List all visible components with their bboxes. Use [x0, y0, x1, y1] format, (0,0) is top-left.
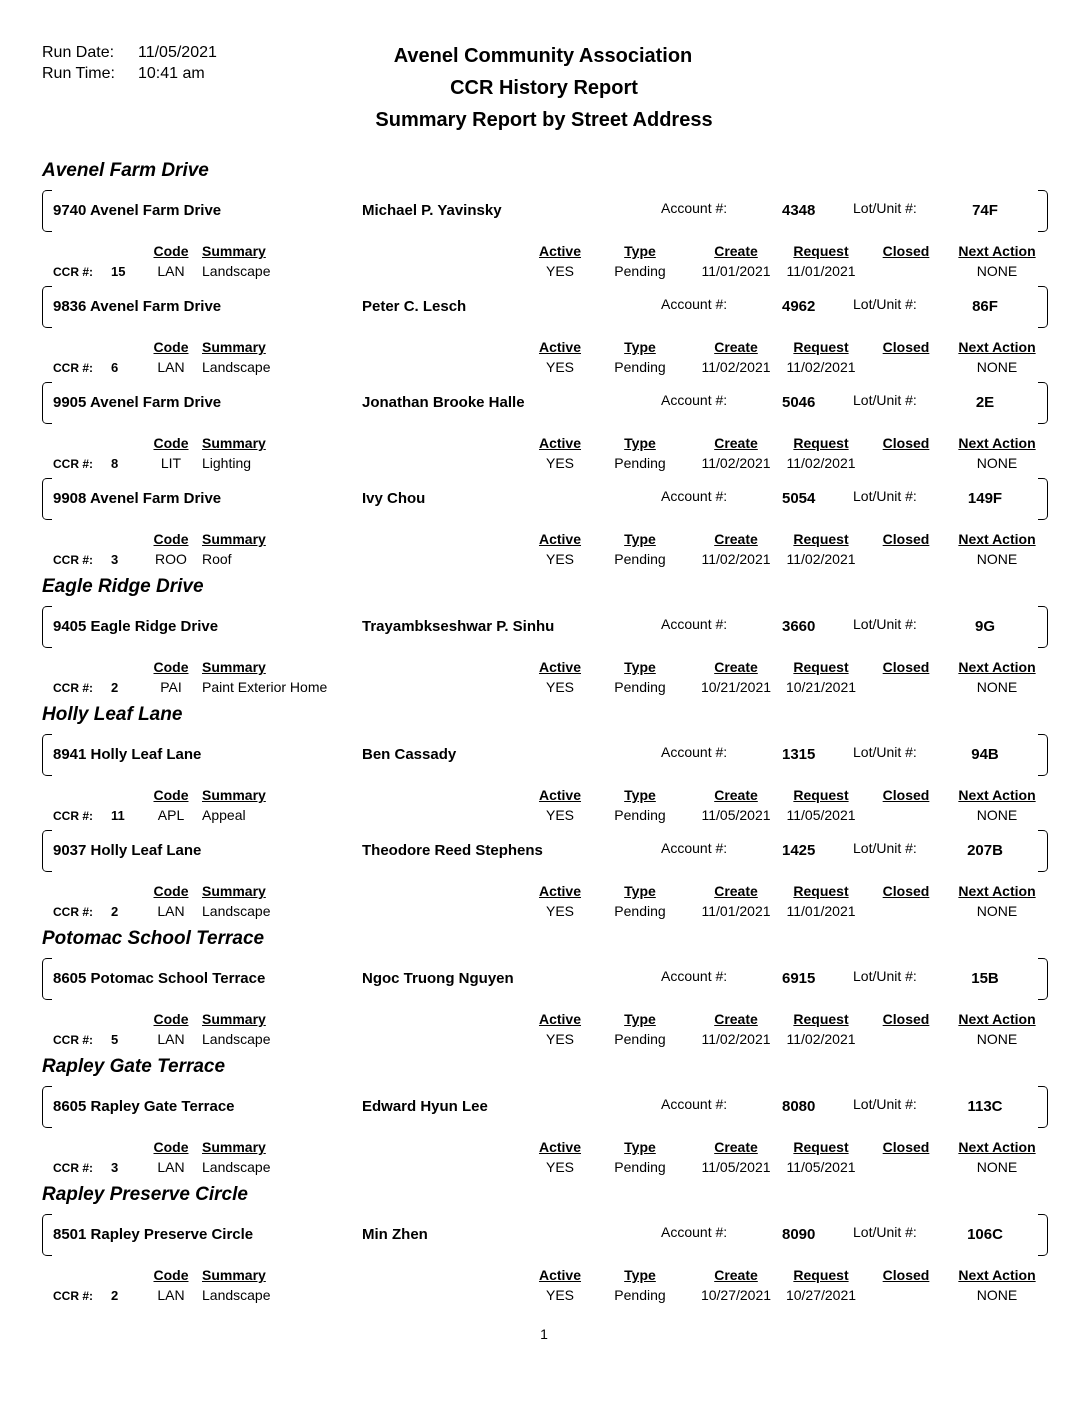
create-value: 11/02/2021 [701, 359, 771, 375]
property-address: 9908 Avenel Farm Drive [53, 490, 222, 507]
owner-name: Theodore Reed Stephens [362, 842, 543, 859]
summary-header: Summary [202, 883, 266, 899]
active-header: Active [538, 659, 582, 675]
active-value: YES [545, 903, 574, 919]
next-action-value: NONE [976, 679, 1018, 695]
type-value: Pending [614, 551, 666, 567]
ccr-label: CCR #: [53, 361, 94, 375]
lot-number: 106C [967, 1226, 1003, 1243]
create-value: 11/01/2021 [701, 903, 771, 919]
ccr-number: 2 [111, 904, 119, 919]
ccr-record [0, 830, 1088, 962]
account-label: Account #: [661, 968, 728, 984]
lot-label: Lot/Unit #: [853, 1224, 917, 1240]
request-value: 11/02/2021 [786, 359, 856, 375]
next-action-value: NONE [976, 1159, 1018, 1175]
lot-label: Lot/Unit #: [853, 968, 917, 984]
account-label: Account #: [661, 744, 728, 760]
active-value: YES [545, 455, 574, 471]
request-value: 10/27/2021 [785, 1287, 857, 1303]
ccr-number: 6 [111, 360, 119, 375]
street-heading: Avenel Farm Drive [42, 160, 209, 181]
request-header: Request [793, 435, 849, 451]
account-label: Account #: [661, 488, 728, 504]
type-header: Type [624, 659, 656, 675]
account-label: Account #: [661, 296, 728, 312]
lot-label: Lot/Unit #: [853, 392, 917, 408]
next-action-header: Next Action [958, 1267, 1036, 1283]
type-value: Pending [614, 455, 666, 471]
lot-number: 2E [975, 394, 995, 411]
street-heading: Holly Leaf Lane [42, 704, 183, 725]
type-header: Type [624, 787, 656, 803]
ccr-label: CCR #: [53, 457, 94, 471]
street-heading: Potomac School Terrace [42, 928, 265, 949]
create-header: Create [714, 1011, 758, 1027]
code-header: Code [153, 787, 189, 803]
account-label: Account #: [661, 616, 728, 632]
property-address: 9836 Avenel Farm Drive [53, 298, 222, 315]
request-value: 11/05/2021 [786, 807, 856, 823]
next-action-value: NONE [976, 263, 1018, 279]
report-subtitle: Summary Report by Street Address [375, 109, 713, 131]
account-label: Account #: [661, 840, 728, 856]
next-action-value: NONE [976, 1031, 1018, 1047]
summary-header: Summary [202, 435, 266, 451]
summary-header: Summary [202, 1267, 266, 1283]
create-header: Create [714, 243, 758, 259]
property-address: 9037 Holly Leaf Lane [53, 842, 202, 859]
report-titles [0, 40, 1088, 136]
closed-header: Closed [882, 1011, 930, 1027]
create-header: Create [714, 1139, 758, 1155]
next-action-value: NONE [976, 903, 1018, 919]
create-header: Create [714, 531, 758, 547]
request-header: Request [793, 659, 849, 675]
summary-value: Landscape [202, 359, 271, 375]
ccr-label: CCR #: [53, 1161, 94, 1175]
owner-name: Edward Hyun Lee [362, 1098, 488, 1115]
active-value: YES [545, 679, 574, 695]
lot-number: 94B [971, 746, 999, 763]
type-header: Type [624, 435, 656, 451]
closed-header: Closed [882, 787, 930, 803]
next-action-header: Next Action [958, 435, 1036, 451]
code-header: Code [153, 339, 189, 355]
street-heading: Eagle Ridge Drive [42, 576, 204, 597]
summary-value: Roof [202, 551, 232, 567]
ccr-label: CCR #: [53, 905, 94, 919]
type-value: Pending [614, 679, 666, 695]
type-header: Type [624, 243, 656, 259]
ccr-number: 8 [111, 456, 119, 471]
lot-label: Lot/Unit #: [853, 1096, 917, 1112]
ccr-number: 3 [111, 552, 119, 567]
property-address: 9405 Eagle Ridge Drive [53, 618, 219, 635]
lot-number: 74F [972, 202, 998, 219]
owner-name: Trayambkseshwar P. Sinhu [362, 618, 555, 635]
request-value: 11/02/2021 [786, 551, 856, 567]
summary-header: Summary [202, 659, 266, 675]
summary-header: Summary [202, 1011, 266, 1027]
active-value: YES [545, 1287, 574, 1303]
summary-header: Summary [202, 1139, 266, 1155]
ccr-label: CCR #: [53, 809, 94, 823]
active-header: Active [538, 787, 582, 803]
property-address: 9740 Avenel Farm Drive [53, 202, 222, 219]
code-header: Code [153, 1011, 189, 1027]
type-header: Type [624, 1267, 656, 1283]
closed-header: Closed [882, 435, 930, 451]
account-number: 5046 [782, 394, 816, 411]
create-header: Create [714, 1267, 758, 1283]
account-number: 8080 [782, 1098, 816, 1115]
lot-label: Lot/Unit #: [853, 616, 917, 632]
owner-name: Ngoc Truong Nguyen [362, 970, 514, 987]
account-label: Account #: [661, 1096, 728, 1112]
create-value: 11/01/2021 [701, 263, 771, 279]
ccr-number: 2 [111, 1288, 119, 1303]
active-header: Active [538, 1011, 582, 1027]
closed-header: Closed [882, 339, 930, 355]
create-header: Create [714, 659, 758, 675]
request-header: Request [793, 243, 849, 259]
lot-number: 113C [967, 1098, 1003, 1115]
code-header: Code [153, 435, 189, 451]
active-value: YES [545, 359, 574, 375]
lot-number: 9G [974, 618, 995, 635]
next-action-value: NONE [976, 455, 1018, 471]
active-value: YES [545, 1031, 574, 1047]
code-value: ROO [155, 551, 187, 567]
ccr-number: 5 [111, 1032, 119, 1047]
property-address: 8941 Holly Leaf Lane [53, 746, 202, 763]
request-value: 10/21/2021 [785, 679, 857, 695]
request-value: 11/01/2021 [786, 263, 856, 279]
summary-value: Landscape [202, 1287, 271, 1303]
code-value: LAN [157, 903, 185, 919]
create-value: 11/02/2021 [701, 1031, 771, 1047]
active-value: YES [545, 1159, 574, 1175]
active-header: Active [538, 339, 582, 355]
request-header: Request [793, 1139, 849, 1155]
owner-name: Jonathan Brooke Halle [362, 394, 525, 411]
summary-value: Appeal [202, 807, 246, 823]
code-value: LAN [157, 1287, 185, 1303]
create-header: Create [714, 339, 758, 355]
account-number: 3660 [782, 618, 816, 635]
ccr-label: CCR #: [53, 265, 94, 279]
next-action-value: NONE [976, 807, 1018, 823]
closed-header: Closed [882, 883, 930, 899]
active-value: YES [545, 807, 574, 823]
summary-value: Paint Exterior Home [202, 679, 328, 695]
create-value: 11/02/2021 [701, 551, 771, 567]
type-header: Type [624, 339, 656, 355]
summary-header: Summary [202, 243, 266, 259]
next-action-header: Next Action [958, 1011, 1036, 1027]
owner-name: Michael P. Yavinsky [362, 202, 502, 219]
next-action-header: Next Action [958, 243, 1036, 259]
lot-label: Lot/Unit #: [853, 840, 917, 856]
ccr-number: 3 [111, 1160, 119, 1175]
type-header: Type [624, 883, 656, 899]
type-header: Type [624, 531, 656, 547]
code-header: Code [153, 531, 189, 547]
next-action-value: NONE [976, 551, 1018, 567]
active-header: Active [538, 435, 582, 451]
lot-number: 86F [972, 298, 998, 315]
property-address: 8501 Rapley Preserve Circle [53, 1226, 254, 1243]
street-heading: Rapley Preserve Circle [42, 1184, 248, 1205]
ccr-number: 11 [111, 808, 125, 823]
owner-name: Min Zhen [362, 1226, 428, 1243]
summary-header: Summary [202, 339, 266, 355]
type-header: Type [624, 1139, 656, 1155]
code-value: PAI [160, 679, 182, 695]
active-header: Active [538, 531, 582, 547]
ccr-record [0, 606, 1088, 738]
request-header: Request [793, 883, 849, 899]
code-value: LAN [157, 263, 185, 279]
type-value: Pending [614, 1159, 666, 1175]
account-number: 4348 [782, 202, 816, 219]
next-action-header: Next Action [958, 787, 1036, 803]
page-number: 1 [540, 1326, 548, 1342]
closed-header: Closed [882, 531, 930, 547]
code-value: LIT [160, 455, 182, 471]
ccr-label: CCR #: [53, 681, 94, 695]
type-value: Pending [614, 807, 666, 823]
code-value: LAN [157, 1159, 185, 1175]
account-number: 8090 [782, 1226, 816, 1243]
create-value: 10/21/2021 [700, 679, 772, 695]
summary-value: Lighting [202, 455, 252, 471]
owner-name: Ivy Chou [362, 490, 426, 507]
lot-number: 15B [971, 970, 999, 987]
next-action-header: Next Action [958, 1139, 1036, 1155]
lot-label: Lot/Unit #: [853, 744, 917, 760]
create-header: Create [714, 787, 758, 803]
run-time: 10:41 am [138, 65, 205, 82]
ccr-record [0, 958, 1088, 1090]
closed-header: Closed [882, 243, 930, 259]
lot-label: Lot/Unit #: [853, 200, 917, 216]
ccr-record [0, 478, 1088, 610]
run-date-label: Run Date: [42, 44, 115, 61]
property-address: 8605 Potomac School Terrace [53, 970, 266, 987]
next-action-header: Next Action [958, 659, 1036, 675]
request-value: 11/02/2021 [786, 1031, 856, 1047]
type-value: Pending [614, 903, 666, 919]
request-header: Request [793, 339, 849, 355]
ccr-number: 2 [111, 680, 119, 695]
active-header: Active [538, 243, 582, 259]
lot-label: Lot/Unit #: [853, 296, 917, 312]
property-address: 9905 Avenel Farm Drive [53, 394, 222, 411]
active-header: Active [538, 883, 582, 899]
summary-value: Landscape [202, 1031, 271, 1047]
ccr-label: CCR #: [53, 1289, 94, 1303]
summary-header: Summary [202, 531, 266, 547]
request-header: Request [793, 1267, 849, 1283]
summary-header: Summary [202, 787, 266, 803]
report-title: CCR History Report [450, 77, 638, 99]
run-time-label: Run Time: [42, 65, 115, 82]
request-header: Request [793, 531, 849, 547]
ccr-label: CCR #: [53, 1033, 94, 1047]
code-value: APL [157, 807, 185, 823]
create-value: 11/05/2021 [701, 1159, 771, 1175]
account-number: 1315 [782, 746, 816, 763]
owner-name: Ben Cassady [362, 746, 457, 763]
summary-value: Landscape [202, 903, 271, 919]
account-label: Account #: [661, 1224, 728, 1240]
account-label: Account #: [661, 392, 728, 408]
lot-label: Lot/Unit #: [853, 488, 917, 504]
type-value: Pending [614, 263, 666, 279]
summary-value: Landscape [202, 1159, 271, 1175]
account-number: 6915 [782, 970, 816, 987]
code-header: Code [153, 883, 189, 899]
create-value: 11/05/2021 [701, 807, 771, 823]
closed-header: Closed [882, 659, 930, 675]
active-value: YES [545, 263, 574, 279]
code-header: Code [153, 1139, 189, 1155]
active-value: YES [545, 551, 574, 567]
type-value: Pending [614, 1031, 666, 1047]
code-header: Code [153, 1267, 189, 1283]
ccr-label: CCR #: [53, 553, 94, 567]
type-header: Type [624, 1011, 656, 1027]
code-header: Code [153, 243, 189, 259]
lot-number: 207B [967, 842, 1003, 859]
street-heading: Rapley Gate Terrace [42, 1056, 226, 1077]
active-header: Active [538, 1267, 582, 1283]
create-value: 11/02/2021 [701, 455, 771, 471]
closed-header: Closed [882, 1267, 930, 1283]
summary-value: Landscape [202, 263, 271, 279]
create-value: 10/27/2021 [700, 1287, 772, 1303]
next-action-header: Next Action [958, 531, 1036, 547]
account-number: 5054 [782, 490, 816, 507]
lot-number: 149F [967, 490, 1003, 507]
active-header: Active [538, 1139, 582, 1155]
code-header: Code [153, 659, 189, 675]
request-header: Request [793, 787, 849, 803]
next-action-value: NONE [976, 359, 1018, 375]
next-action-value: NONE [976, 1287, 1018, 1303]
request-value: 11/02/2021 [786, 455, 856, 471]
run-date: 11/05/2021 [138, 44, 217, 61]
code-value: LAN [157, 1031, 185, 1047]
ccr-record [0, 1086, 1088, 1218]
request-value: 11/05/2021 [786, 1159, 856, 1175]
code-value: LAN [157, 359, 185, 375]
account-number: 4962 [782, 298, 816, 315]
ccr-number: 15 [111, 264, 126, 279]
request-header: Request [793, 1011, 849, 1027]
type-value: Pending [614, 359, 666, 375]
create-header: Create [714, 883, 758, 899]
property-address: 8605 Rapley Gate Terrace [53, 1098, 235, 1115]
owner-name: Peter C. Lesch [362, 298, 467, 315]
type-value: Pending [614, 1287, 666, 1303]
request-value: 11/01/2021 [786, 903, 856, 919]
account-number: 1425 [782, 842, 816, 859]
association-title: Avenel Community Association [393, 45, 693, 67]
closed-header: Closed [882, 1139, 930, 1155]
account-label: Account #: [661, 200, 728, 216]
next-action-header: Next Action [958, 883, 1036, 899]
create-header: Create [714, 435, 758, 451]
next-action-header: Next Action [958, 339, 1036, 355]
